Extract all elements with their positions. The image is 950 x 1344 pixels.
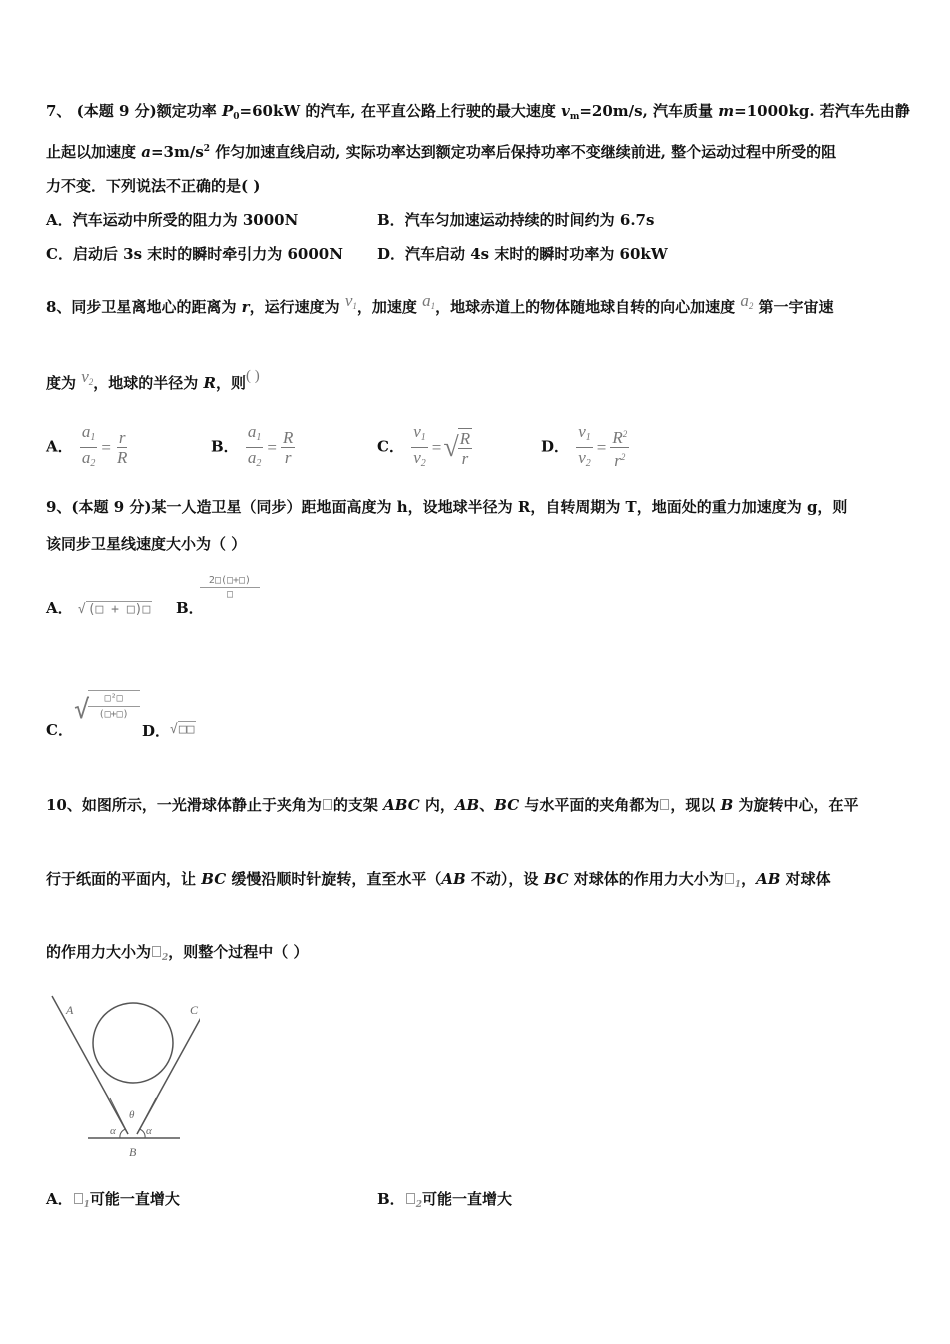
arm-ab <box>52 996 128 1134</box>
missing-symbol <box>406 1193 415 1204</box>
q10-option-b[interactable]: B． $_2$可能一直增大 <box>377 1190 512 1210</box>
ball <box>93 1003 173 1083</box>
fraction: $\frac{r}{R}$ <box>116 428 128 467</box>
missing-symbol <box>660 799 669 810</box>
q7-line2: 止起以加速度 $a=3m/s^2$ 作匀加速直线启动, 实际功率达到额定功率后保持功率不变继续前进, 整个运动过程中所受的阻 <box>46 143 837 161</box>
q7-line1: 7、 (本题 9 分)额定功率 $P_0=60kW$ 的汽车, 在平直公路上行驶的最大速度 $v_m=20m/s$, 汽车质量 m=1000kg. 若汽车先由静 <box>46 102 910 122</box>
label-alpha-right: α <box>146 1125 152 1137</box>
q7-option-c[interactable]: C．启动后 3s 末时的瞬时牵引力为 6000N <box>46 245 343 263</box>
q8-line1: 8、同步卫星离地心的距离为 r，运行速度为 $v_1$，加速度 $a_1$，地球赤道上的物体随地球自转的向心加速度 $a_2$ 第一宇宙速 <box>46 291 834 316</box>
q8-option-a[interactable]: A． $\frac{a_1}{a_2}$ = $\frac{r}{R}$ <box>46 422 131 473</box>
missing-symbol <box>323 799 332 810</box>
label-alpha-left: α <box>110 1125 116 1137</box>
fraction: $\frac{v_1}{v_2}$ <box>578 422 591 469</box>
q9-option-d[interactable]: D．√□□ <box>142 722 195 740</box>
q8-option-b[interactable]: B． $\frac{a_1}{a_2}$ = $\frac{R}{r}$ <box>211 422 297 473</box>
q8-option-c[interactable]: C． $\frac{v_1}{v_2}$ =√ $\frac{R}{r}$ <box>377 422 474 473</box>
angle-arc-left <box>120 1129 126 1138</box>
q7-line3: 力不变．下列说法不正确的是( ) <box>46 177 261 195</box>
angle-arc-right <box>139 1129 145 1138</box>
q8-line2: 度为 $v_2$，地球的半径为 R，则( ) <box>46 367 260 392</box>
label-b: B <box>129 1145 137 1159</box>
q9-option-a[interactable]: A． √ (□ + □)□ <box>46 599 151 617</box>
q9-option-b[interactable]: B． <box>176 599 204 617</box>
fraction: $\frac{v_1}{v_2}$ <box>413 422 426 469</box>
fraction: $\frac{a_1}{a_2}$ <box>81 422 96 469</box>
q9-option-b-fraction: 2□(□+□) □ <box>200 574 260 601</box>
fraction: $\frac{R^2}{r^2}$ <box>610 425 629 470</box>
q7-option-d[interactable]: D．汽车启动 4s 末时的瞬时功率为 60kW <box>377 245 668 263</box>
fraction: $\frac{a_1}{a_2}$ <box>247 422 262 469</box>
fraction: $\frac{R}{r}$ <box>459 428 471 468</box>
q9-line2: 该同步卫星线速度大小为（ ） <box>46 535 247 553</box>
q10-figure <box>40 988 200 1163</box>
sqrt-expression: √ (□ + □)□ <box>77 602 151 617</box>
q10-line3: 的作用力大小为 $_2$，则整个过程中（ ） <box>46 943 309 963</box>
q10-line2: 行于纸面的平面内，让 BC 缓慢沿顺时针旋转，直至水平（AB 不动），设 BC 对球体的作用力大小为 $_1$，AB 对球体 <box>46 870 831 890</box>
q7-option-a[interactable]: A．汽车运动中所受的阻力为 3000N <box>46 211 299 229</box>
q9-option-c[interactable]: C． <box>46 721 73 739</box>
q10-line1: 10、如图所示，一光滑球体静止于夹角为 的支架 ABC 内，AB、BC 与水平面的夹角都为 ，现以 B 为旋转中心，在平 <box>46 796 859 814</box>
sqrt-sign: √ <box>443 431 459 463</box>
q7-option-b[interactable]: B．汽车匀加速运动持续的时间约为 6.7s <box>377 211 655 229</box>
q9-option-c-sqrt: √ □²□ (□+□) <box>74 690 140 730</box>
q8-option-d[interactable]: D． $\frac{v_1}{v_2}$ = $\frac{R^2}{r^2}$ <box>541 422 631 473</box>
label-a: A <box>66 1003 74 1017</box>
missing-symbol <box>725 873 734 884</box>
fraction: $\frac{R}{r}$ <box>283 428 294 467</box>
missing-symbol <box>152 946 161 957</box>
q9-line1: 9、(本题 9 分)某一人造卫星（同步）距地面高度为 h，设地球半径为 R，自转周期为 T，地面处的重力加速度为 g，则 <box>46 498 848 516</box>
label-c: C <box>190 1003 199 1017</box>
q10-option-a[interactable]: A． $_1$可能一直增大 <box>46 1190 180 1210</box>
missing-symbol <box>74 1193 83 1204</box>
label-theta: θ <box>129 1109 135 1121</box>
